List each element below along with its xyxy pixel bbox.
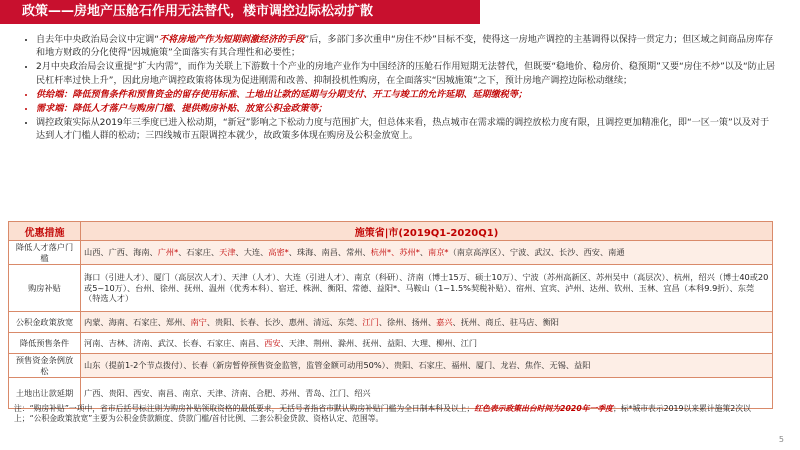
bullet-section (22, 34, 777, 145)
table-row (9, 265, 773, 312)
city-text: 南宁 (190, 316, 207, 327)
city-text: 嘉兴 (436, 316, 453, 327)
measure-cell: 公积金政策放宽 (9, 312, 81, 333)
city-text: 、徐州、扬州、 (378, 316, 437, 327)
page-title: 政策——房地产压舱石作用无法替代，楼市调控边际松动扩散 (0, 0, 480, 24)
measure-cell: 降低预售条件 (9, 333, 81, 354)
cities-cell (81, 241, 773, 265)
city-text: 山东（提前1-2个节点拨付）、长春（新房暂停预售资金监管，监管金额可动用50%）、贵阳、石家庄、福州、厦门、龙岩、焦作、无锡、益阳 (84, 360, 591, 371)
cities-cell (81, 354, 773, 378)
measure-cell: 购房补贴 (9, 265, 81, 312)
bullet-item: • 自去年中央政治局会议中定调“不将房地产作为短期刺激经济的手段”后，多部门多次重申“房住不炒”目标不变，使得这一房地产调控的主基调得以保持一贯定力；但区域之间商品房库存和地方财政的分化使得“因城施策”全面落实有其合理性和必要性； (36, 34, 777, 60)
city-text: 天津 (219, 247, 236, 258)
city-text: 杭州*、苏州* (370, 247, 420, 258)
city-text: 南京* (428, 247, 449, 258)
table-row (9, 241, 773, 265)
cities-cell (81, 333, 773, 354)
city-text: 、抚州、商丘、驻马店、衡阳 (452, 316, 559, 327)
bullet-item: • 2月中央政治局会议重提“扩大内需”，而作为关联上下游数十个产业的房地产业作为中国经济的压舱石作用短期无法替代，但既要“稳地价、稳房价、稳预期”又要“房住不炒”以及“防止居民杠杆率过快上升”，因此房地产调控政策将体现为促进刚需和改善、抑制投机性购房，在全面落实“因城施策”之下，预计房地产调控边际松动继续； (36, 61, 777, 87)
city-text: 海口（引进人才）、厦门（高层次人才）、天津（人才）、大连（引进人才）、南京（科研）、济南（博士15万、硕士10万）、宁波（苏州高新区、苏州吴中（高层次）、杭州，绍兴（博士40或20或5~10万）、台州、徐州、抚州、温州（优秀本科）、宿迁、株洲、衡阳、常德、益阳*、马鞍山（1~1.5%契税补贴）、宿州、宜宾、泸州、达州、钦州、玉林、宜昌（本科9.9折）、东莞（特选人才） (84, 272, 769, 304)
cities-cell (81, 265, 773, 312)
measure-cell: 降低人才落户门槛 (9, 241, 81, 265)
city-text: 、 (419, 247, 429, 258)
bullet-item-demand: • 需求端：降低人才落户与购房门槛、提供购房补贴、放宽公积金政策等； (36, 103, 777, 116)
highlight-text: 不将房地产作为短期刺激经济的手段 (158, 35, 305, 45)
city-text: 内蒙、海南、石家庄、郑州、 (84, 316, 191, 327)
table-header-cities: 施策省|市(2019Q1-2020Q1) (81, 222, 773, 241)
city-text: 江门 (362, 316, 379, 327)
cities-cell (81, 312, 773, 333)
bullet-item: • 调控政策实际从2019年三季度已进入松动期，“新冠”影响之下松动力度与范围扩大，但总体来看，热点城市在需求端的调控放松力度有限，且调控更加精准化，即“一区一策”以及对于达到人才门槛人群的松动；三四线城市五限调控本就少，故政策多体现在购房及公积金放宽上。 (36, 117, 777, 143)
city-text: 、贵阳、长春、长沙、惠州、清远、东莞、 (206, 316, 363, 327)
city-text: 高密* (268, 247, 289, 258)
city-text: 、天津、荆州、滁州、抚州、益阳、大理、柳州、江门 (280, 337, 478, 348)
city-text: （南京高淳区）、宁波、武汉、长沙、西安、南通 (448, 247, 625, 258)
city-text: 西安 (264, 337, 281, 348)
footnote-highlight: 红色表示政策出台时间为2020年一季度 (474, 404, 613, 413)
table-header-measure: 优惠措施 (9, 222, 81, 241)
page-number: 5 (778, 435, 784, 444)
measure-cell: 预售资金条例放松 (9, 354, 81, 378)
policy-table (8, 221, 773, 409)
city-text: 、大连、 (235, 247, 269, 258)
city-text: 广州* (157, 247, 179, 258)
city-text: 、石家庄、 (178, 247, 220, 258)
city-text: 广西、贵阳、西安、南昌、南京、天津、济南、合肥、苏州、青岛、江门、绍兴 (84, 387, 371, 398)
bullet-item-supply: • 供给端：降低预售条件和预售资金的留存使用标准、土地出让款的延期与分期支付、开工与竣工的允许延期、延期缴税等； (36, 89, 777, 102)
measure-cell: 土地出让款延期 (9, 378, 81, 409)
table-row (9, 354, 773, 378)
city-text: 、珠海、南昌、常州、 (288, 247, 371, 258)
city-text: 山西、广西、海南、 (84, 247, 158, 258)
footnote: 注：“购房补贴”一项中，省市后括号标注则为购房补贴领取资格的最低要求，无括号者指省市默认购房补贴门槛为全日制本科及以上；红色表示政策出台时间为2020年一季度；标*城市表示2019以来累计施策2次以上；“公积金政策放宽”主要为公积金贷款额度、贷款门槛/首付比例、二套公积金贷款、资格认定、范围等。 (14, 404, 751, 423)
table-row (9, 312, 773, 333)
city-text: 河南、吉林、济南、武汉、长春、石家庄、南昌、 (84, 337, 265, 348)
table-row (9, 333, 773, 354)
